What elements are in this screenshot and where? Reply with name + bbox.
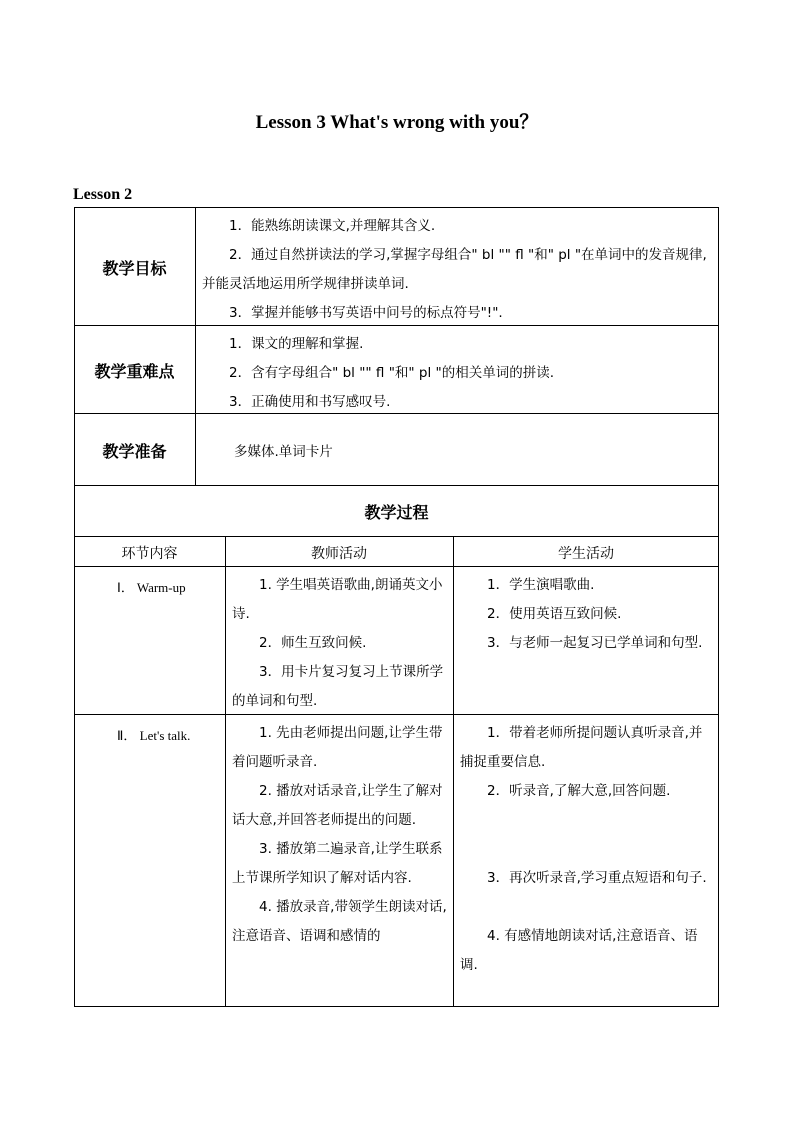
teacher-activities bbox=[232, 719, 448, 951]
teacher-activity: 1. 学生唱英语歌曲,朗诵英文小诗. bbox=[232, 577, 443, 622]
info-table-divider bbox=[195, 207, 196, 485]
student-activity: 3．再次听录音,学习重点短语和句子. bbox=[487, 870, 707, 886]
teacher-activity: 2．师生互致问候. bbox=[259, 635, 367, 651]
teacher-activities bbox=[232, 571, 448, 716]
student-activities bbox=[460, 719, 714, 980]
student-activity: 2．听录音,了解大意,回答问题. bbox=[487, 783, 671, 799]
objective-item: 1．能熟练朗读课文,并理解其含义. bbox=[229, 218, 436, 234]
column-header-stage: 环节内容 bbox=[121, 546, 178, 562]
teacher-activity: 3. 播放第二遍录音,让学生联系上节课所学知识了解对话内容. bbox=[232, 841, 443, 886]
lesson-label: Lesson 2 bbox=[73, 186, 133, 203]
process-heading: 教学过程 bbox=[364, 503, 429, 522]
objective-item: 2．通过自然拼读法的学习,掌握字母组合" bl "" fl "和" pl "在单词中的发音规律,并能灵活地运用所学规律拼读单词. bbox=[202, 247, 707, 292]
column-header-teacher: 教师活动 bbox=[311, 546, 367, 562]
column-divider bbox=[225, 536, 226, 1006]
teacher-activity: 1. 先由老师提出问题,让学生带着问题听录音. bbox=[232, 725, 443, 770]
column-header-student: 学生活动 bbox=[558, 546, 614, 562]
student-activity: 1．学生演唱歌曲. bbox=[487, 577, 595, 593]
preparation-content: 多媒体.单词卡片 bbox=[234, 444, 333, 460]
key-point-item: 2．含有字母组合" bl "" fl "和" pl "的相关单词的拼读. bbox=[229, 365, 555, 381]
teacher-activity: 4. 播放录音,带领学生朗读对话,注意语音、语调和感情的 bbox=[232, 899, 447, 944]
student-activity: 1．带着老师所提问题认真听录音,并捕捉重要信息. bbox=[460, 725, 703, 770]
key-point-item: 3．正确使用和书写感叹号. bbox=[229, 394, 391, 410]
column-divider bbox=[453, 536, 454, 1006]
objectives-label: 教学目标 bbox=[102, 259, 167, 278]
objective-item: 3．掌握并能够书写英语中问号的标点符号"!". bbox=[229, 305, 503, 321]
key-points-content bbox=[202, 330, 714, 417]
teacher-activity: 3．用卡片复习复习上节课所学的单词和句型. bbox=[232, 664, 444, 709]
student-activities bbox=[460, 571, 714, 658]
student-activity: 2．使用英语互致问候. bbox=[487, 606, 622, 622]
row-divider bbox=[74, 566, 719, 567]
objectives-content bbox=[202, 212, 714, 328]
key-point-item: 1．课文的理解和掌握. bbox=[229, 336, 364, 352]
student-activity: 4. 有感情地朗读对话,注意语音、语调. bbox=[460, 928, 698, 973]
key-points-label: 教学重难点 bbox=[94, 362, 175, 381]
stage-label: Ⅰ． Warm-up bbox=[117, 580, 186, 595]
document-title: Lesson 3 What's wrong with you？ bbox=[255, 112, 539, 133]
student-activity: 3．与老师一起复习已学单词和句型. bbox=[487, 635, 703, 651]
row-divider bbox=[74, 536, 719, 537]
teacher-activity: 2. 播放对话录音,让学生了解对话大意,并回答老师提出的问题. bbox=[232, 783, 443, 828]
preparation-label: 教学准备 bbox=[102, 442, 167, 461]
stage-label: Ⅱ． Let's talk. bbox=[117, 728, 191, 743]
